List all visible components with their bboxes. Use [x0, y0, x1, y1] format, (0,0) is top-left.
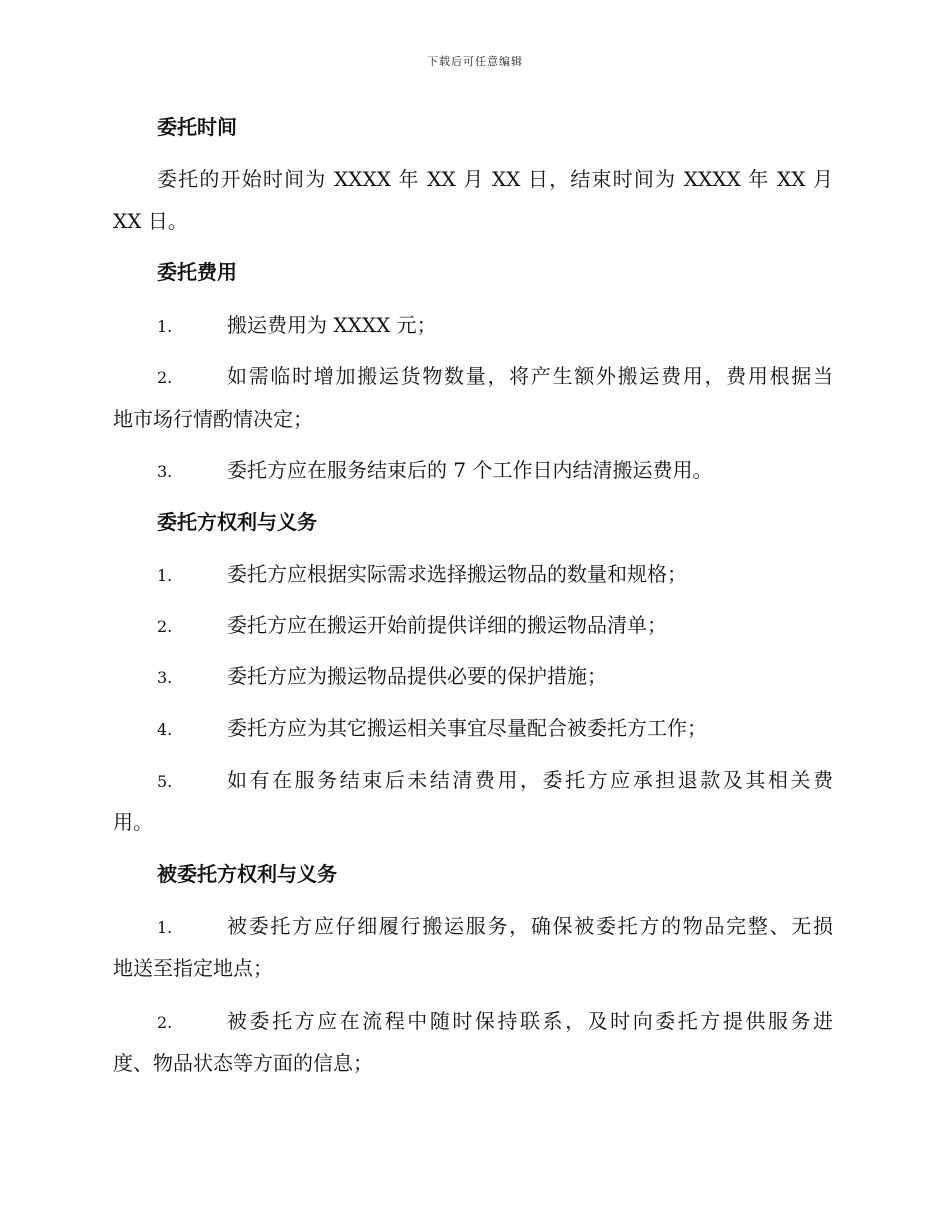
fee-item-2	[157, 363, 877, 391]
client-item-1	[157, 561, 877, 589]
contractor-item-2	[157, 1008, 877, 1036]
list-item-text: 如需临时增加搬运货物数量，将产生额外搬运费用，费用根据当	[227, 364, 833, 388]
contractor-item-1	[157, 913, 877, 941]
list-number: 4.	[157, 720, 173, 739]
section-heading-fee: 委托费用	[157, 260, 237, 284]
section-heading-time: 委托时间	[157, 115, 237, 139]
client-item-4	[157, 715, 877, 743]
page-header-note: 下载后可任意编辑	[427, 55, 523, 68]
list-item-text: 委托方应在服务结束后的 7 个工作日内结清搬运费用。	[227, 458, 713, 482]
list-item-text: 如有在服务结束后未结清费用，委托方应承担退款及其相关费	[227, 768, 833, 792]
list-item-text: 被委托方应仔细履行搬运服务，确保被委托方的物品完整、无损	[227, 914, 833, 938]
list-item-text: 被委托方应在流程中随时保持联系，及时向委托方提供服务进	[227, 1009, 833, 1033]
list-number: 2.	[157, 1013, 173, 1032]
time-paragraph-line-1: 委托的开始时间为 XXXX 年 XX 月 XX 日，结束时间为 XXXX 年 XX 月	[157, 167, 833, 191]
list-number: 2.	[157, 368, 173, 387]
list-number: 1.	[157, 317, 173, 336]
contractor-item-2-cont: 度、物品状态等方面的信息；	[113, 1051, 373, 1075]
list-item-text: 委托方应为搬运物品提供必要的保护措施；	[227, 664, 607, 688]
list-number: 2.	[157, 617, 173, 636]
client-item-5	[157, 767, 877, 795]
contractor-item-1-cont: 地送至指定地点；	[113, 956, 273, 980]
client-item-3	[157, 663, 877, 691]
fee-item-1	[157, 312, 877, 340]
time-paragraph-line-2: XX 日。	[113, 209, 188, 233]
list-item-text: 委托方应在搬运开始前提供详细的搬运物品清单；	[227, 613, 667, 637]
list-number: 3.	[157, 668, 173, 687]
client-item-5-cont: 用。	[113, 810, 153, 834]
client-item-2	[157, 612, 877, 640]
list-item-text: 搬运费用为 XXXX 元；	[227, 313, 437, 337]
section-heading-client: 委托方权利与义务	[157, 510, 317, 534]
list-number: 3.	[157, 462, 173, 481]
list-number: 1.	[157, 566, 173, 585]
fee-item-2-cont: 地市场行情酌情决定；	[113, 407, 313, 431]
list-item-text: 委托方应为其它搬运相关事宜尽量配合被委托方工作；	[227, 716, 707, 740]
section-heading-contractor: 被委托方权利与义务	[157, 862, 337, 886]
list-number: 5.	[157, 772, 173, 791]
list-item-text: 委托方应根据实际需求选择搬运物品的数量和规格；	[227, 562, 687, 586]
fee-item-3	[157, 457, 877, 485]
list-number: 1.	[157, 918, 173, 937]
